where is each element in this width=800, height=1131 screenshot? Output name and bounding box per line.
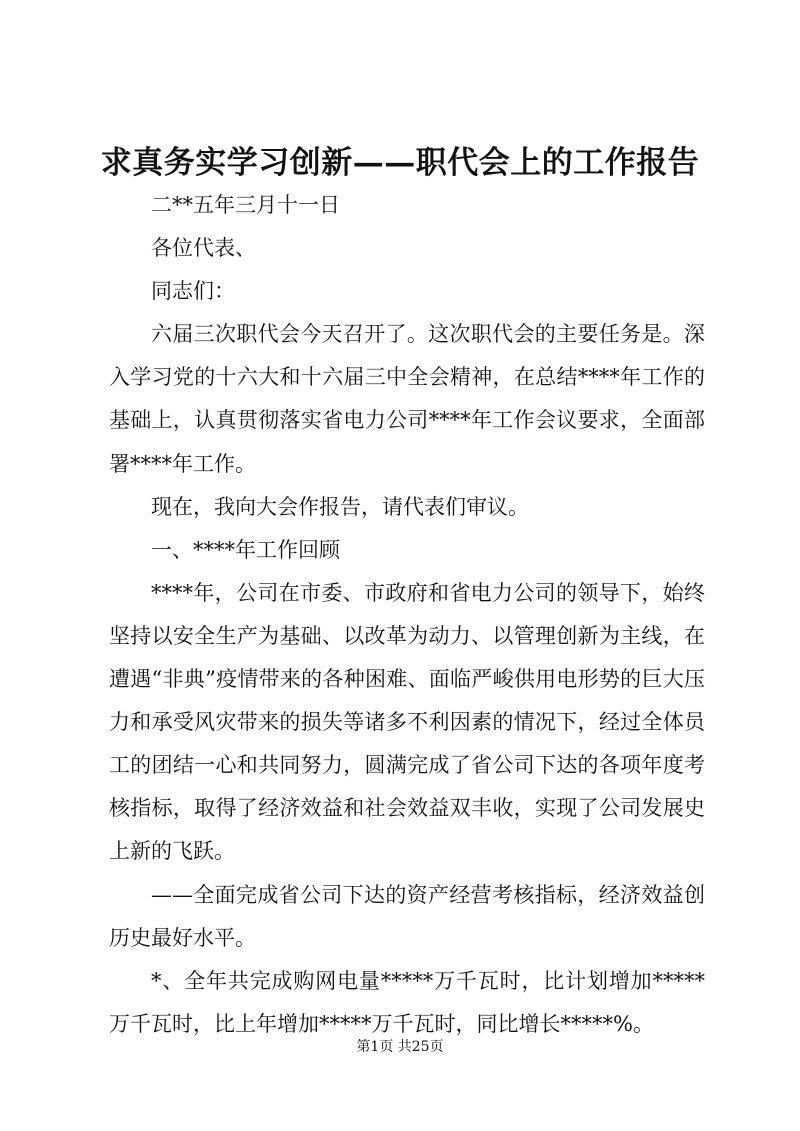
body-paragraph: ****年，公司在市委、市政府和省电力公司的领导下，始终坚持以安全生产为基础、以改革为动力、以管理创新为主线，在遭遇“非典”疫情带来的各种困难、面临严峻供用电形势的巨大压力和承受风灾带来的损失等诸多不利因素的情况下，经过全体员工的团结一心和共同努力，圆满完成了省公司下达的各项年度考核指标，取得了经济效益和社会效益双丰收，实现了公司发展史上新的飞跃。 (109, 580, 705, 864)
document-title: 求真务实学习创新——职代会上的工作报告 (100, 145, 700, 181)
page-number-footer: 第1页 共25页 (356, 1039, 444, 1055)
body-paragraph: ——全面完成省公司下达的资产经营考核指标，经济效益创历史最好水平。 (109, 882, 705, 950)
body-paragraph: 现在，我向大会作报告，请代表们审议。 (151, 494, 529, 519)
document-body (109, 184, 705, 1046)
salutation-line-1: 各位代表、 (151, 236, 256, 261)
body-paragraph: 六届三次职代会今天召开了。这次职代会的主要任务是。深入学习党的十六大和十六届三中全会精神，在总结****年工作的基础上，认真贯彻落实省电力公司****年工作会议要求，全面部署****年工作。 (109, 322, 705, 476)
date-line: 二**五年三月十一日 (151, 193, 340, 217)
section-heading: 一、****年工作回顾 (151, 537, 340, 562)
salutation-line-2: 同志们： (151, 279, 235, 304)
body-paragraph: *、全年共完成购网电量*****万千瓦时，比计划增加*****万千瓦时，比上年增加*****万千瓦时，同比增长*****%。 (109, 968, 705, 1036)
